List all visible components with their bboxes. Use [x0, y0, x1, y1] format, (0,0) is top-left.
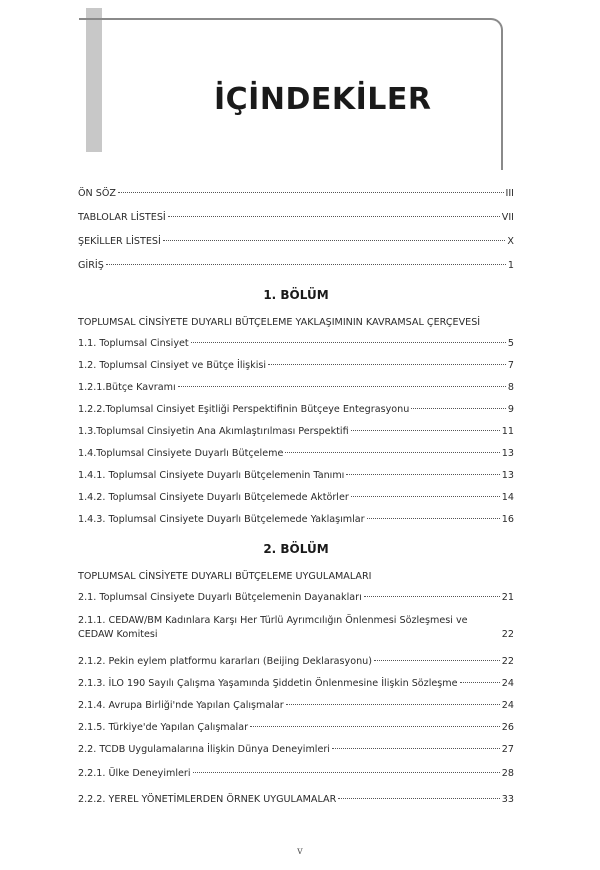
toc-entry-page: 24 [501, 678, 514, 689]
toc-entry-label: GİRİŞ [78, 260, 104, 271]
toc-entry-page: 16 [501, 514, 514, 525]
toc-entry-page: 13 [501, 448, 514, 459]
toc-entry-sekiller-listesi[interactable] [78, 236, 514, 250]
toc-entry-label: 1.2.2.Toplumsal Cinsiyet Eşitliği Perspektifinin Bütçeye Entegrasyonu [78, 404, 410, 415]
toc-entry[interactable] [78, 338, 514, 352]
toc-entry-label: 2.1. Toplumsal Cinsiyete Duyarlı Bütçelemenin Dayanakları [78, 592, 362, 603]
toc-entry-page: 11 [501, 426, 514, 437]
toc-entry-label-continued: CEDAW Komitesi [78, 629, 158, 640]
toc-entry-page: 22 [501, 629, 514, 640]
part-2-title: 2. BÖLÜM [263, 542, 329, 556]
toc-entry-page: 14 [501, 492, 514, 503]
part-1-title: 1. BÖLÜM [263, 288, 329, 302]
toc-entry[interactable] [78, 426, 514, 440]
part-2-subtitle: TOPLUMSAL CİNSİYETE DUYARLI BÜTÇELEME UYGULAMALARI [78, 571, 372, 582]
toc-entry-page: 8 [507, 382, 514, 393]
toc-entry-label: 2.2.2. YEREL YÖNETİMLERDEN ÖRNEK UYGULAMALAR [78, 794, 337, 805]
dot-leader [250, 726, 500, 727]
toc-entry-page: VII [501, 212, 514, 223]
toc-entry-label: 2.1.5. Türkiye'de Yapılan Çalışmalar [78, 722, 249, 733]
toc-entry-page: 13 [501, 470, 514, 481]
dot-leader [168, 216, 500, 217]
dot-leader [411, 408, 506, 409]
toc-entry-page: 22 [501, 656, 514, 667]
toc-entry-label: ŞEKİLLER LİSTESİ [78, 236, 161, 247]
toc-entry[interactable] [78, 404, 514, 418]
toc-entry-label: 2.1.3. İLO 190 Sayılı Çalışma Yaşamında Şiddetin Önlenmesine İlişkin Sözleşme [78, 678, 458, 689]
toc-entry-label: 1.4.3. Toplumsal Cinsiyete Duyarlı Bütçelemede Yaklaşımlar [78, 514, 365, 525]
toc-entry-page: 27 [501, 744, 514, 755]
dot-leader [351, 430, 500, 431]
dot-leader [191, 342, 506, 343]
toc-entry[interactable] [78, 360, 514, 374]
dot-leader [163, 240, 506, 241]
toc-entry-tablolar-listesi[interactable] [78, 212, 514, 226]
toc-entry-page: 28 [501, 768, 514, 779]
toc-entry[interactable] [78, 700, 514, 714]
toc-entry-page: 24 [501, 700, 514, 711]
toc-entry-label: 2.2.1. Ülke Deneyimleri [78, 768, 191, 779]
dot-leader [338, 798, 499, 799]
dot-leader [193, 772, 500, 773]
page-number: v [297, 846, 303, 857]
toc-entry[interactable] [78, 448, 514, 462]
dot-leader [285, 452, 499, 453]
toc-entry[interactable] [78, 744, 514, 758]
page-title: İÇİNDEKİLER [214, 82, 432, 117]
toc-entry[interactable] [78, 382, 514, 396]
toc-entry-label: 2.2. TCDB Uygulamalarına İlişkin Dünya Deneyimleri [78, 744, 330, 755]
toc-entry-label: TABLOLAR LİSTESİ [78, 212, 166, 223]
toc-entry-label: 2.1.4. Avrupa Birliği'nde Yapılan Çalışmalar [78, 700, 284, 711]
dot-leader [367, 518, 500, 519]
toc-entry-label: 1.2.1.Bütçe Kavramı [78, 382, 176, 393]
toc-entry-label: 1.4.1. Toplumsal Cinsiyete Duyarlı Bütçelemenin Tanımı [78, 470, 345, 481]
dot-leader [332, 748, 500, 749]
toc-entry[interactable] [78, 514, 514, 528]
toc-entry[interactable] [78, 592, 514, 606]
toc-entry-wrapped[interactable] [78, 614, 514, 642]
toc-entry-page: 1 [507, 260, 514, 271]
dot-leader [118, 192, 504, 193]
dot-leader [106, 264, 506, 265]
toc-entry-on-soz[interactable] [78, 188, 514, 202]
toc-entry-page: 33 [501, 794, 514, 805]
toc-entry[interactable] [78, 678, 514, 692]
dot-leader [460, 682, 500, 683]
dot-leader [286, 704, 500, 705]
toc-entry[interactable] [78, 470, 514, 484]
toc-entry-label: ÖN SÖZ [78, 188, 116, 199]
toc-entry-label: 1.1. Toplumsal Cinsiyet [78, 338, 189, 349]
toc-entry-page: 21 [501, 592, 514, 603]
toc-entry[interactable] [78, 656, 514, 670]
toc-entry-page: 26 [501, 722, 514, 733]
toc-entry-page: III [505, 188, 514, 199]
dot-leader [364, 596, 500, 597]
dot-leader [374, 660, 500, 661]
toc-entry-page: 5 [507, 338, 514, 349]
toc-entry-label: 1.3.Toplumsal Cinsiyetin Ana Akımlaştırılması Perspektifi [78, 426, 349, 437]
toc-entry-label: 1.4.2. Toplumsal Cinsiyete Duyarlı Bütçelemede Aktörler [78, 492, 349, 503]
dot-leader [268, 364, 506, 365]
toc-entry[interactable] [78, 722, 514, 736]
toc-entry-page: 9 [507, 404, 514, 415]
toc-entry[interactable] [78, 794, 514, 808]
toc-entry-label: 2.1.1. CEDAW/BM Kadınlara Karşı Her Türlü Ayrımcılığın Önlenmesi Sözleşmesi ve [78, 615, 468, 626]
toc-entry-giris[interactable] [78, 260, 514, 274]
toc-entry[interactable] [78, 768, 514, 782]
dot-leader [178, 386, 506, 387]
toc-entry-label: 2.1.2. Pekin eylem platformu kararları (Beijing Deklarasyonu) [78, 656, 372, 667]
part-1-subtitle: TOPLUMSAL CİNSİYETE DUYARLI BÜTÇELEME YAKLAŞIMININ KAVRAMSAL ÇERÇEVESİ [78, 317, 481, 328]
toc-entry[interactable] [78, 492, 514, 506]
dot-leader [351, 496, 500, 497]
toc-entry-page: 7 [507, 360, 514, 371]
dot-leader [346, 474, 499, 475]
toc-entry-label: 1.4.Toplumsal Cinsiyete Duyarlı Bütçeleme [78, 448, 284, 459]
toc-entry-label: 1.2. Toplumsal Cinsiyet ve Bütçe İlişkisi [78, 360, 267, 371]
toc-entry-page: X [507, 236, 514, 247]
